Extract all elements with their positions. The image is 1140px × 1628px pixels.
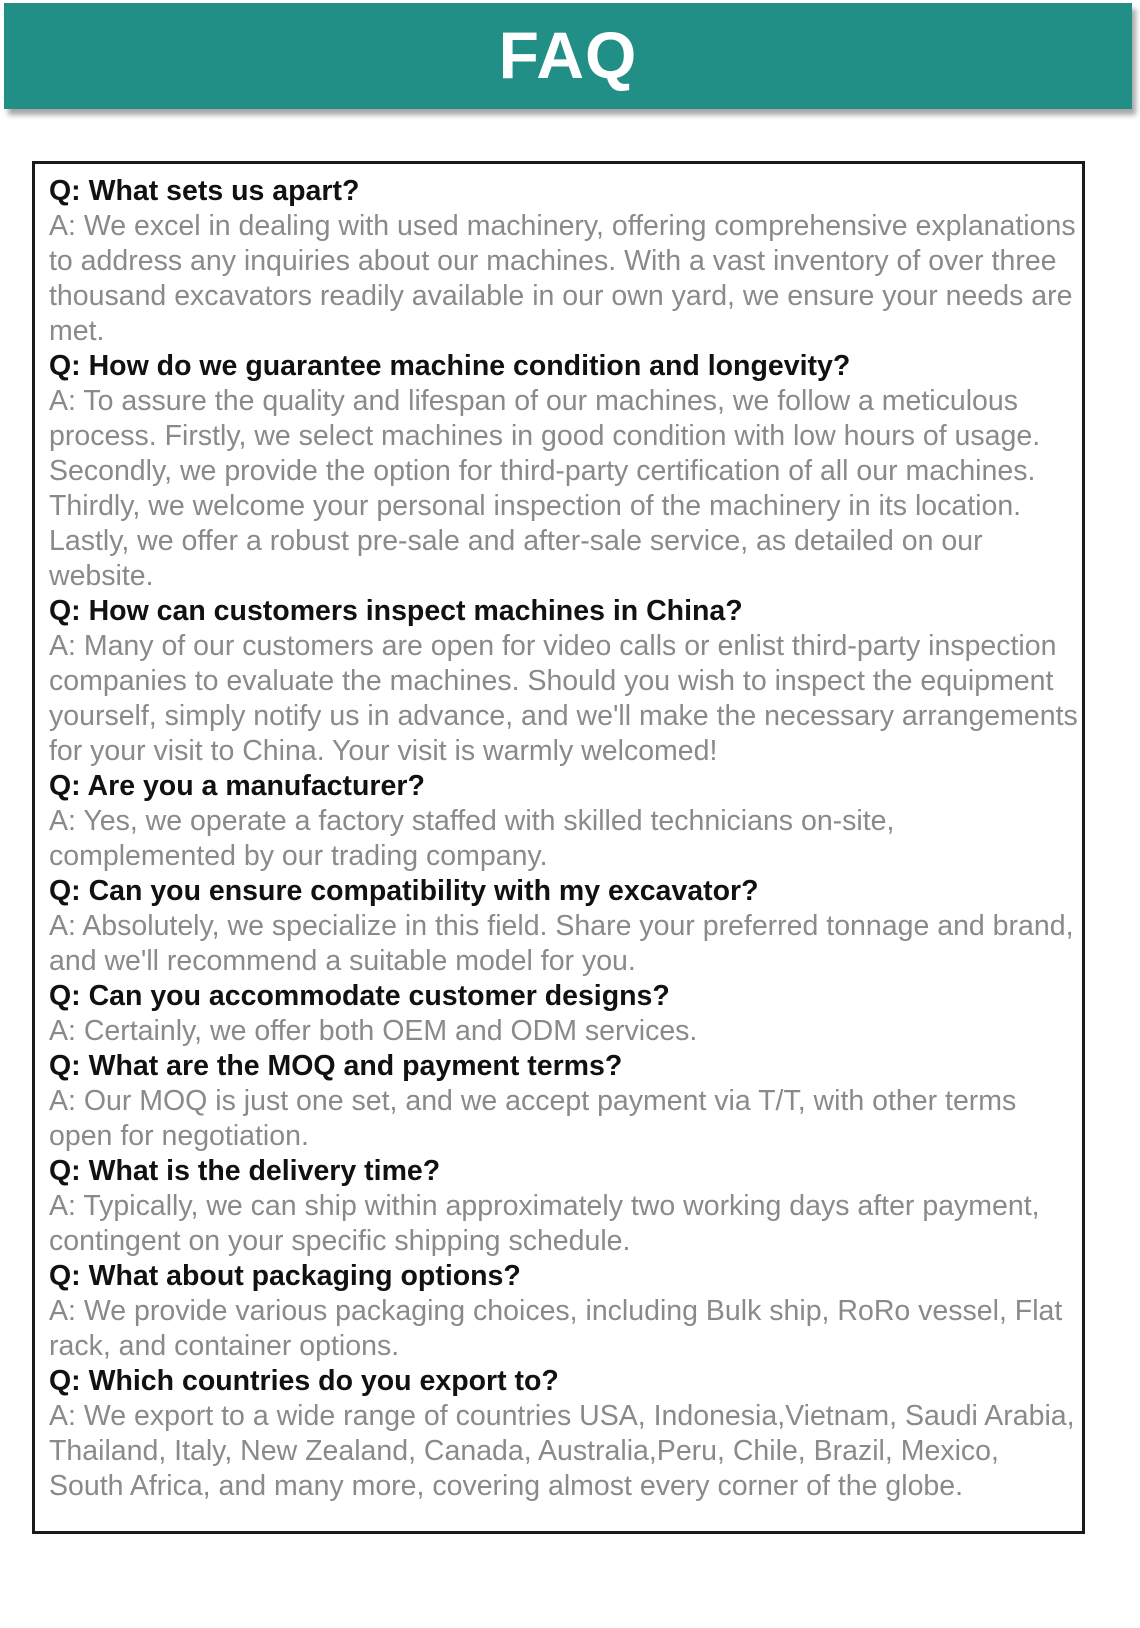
faq-answer: A: To assure the quality and lifespan of our machines, we follow a meticulous process. Firstly, we select machines in good condition with low hours of usage. Secondly, we provide the option for third-party certification of all our machines. Thirdly, we welcome your personal inspection of the machinery in its location. Lastly, we offer a robust pre-sale and after-sale service, as detailed on our website.	[49, 385, 1041, 592]
faq-question: Q: Can you accommodate customer designs?	[49, 980, 670, 1012]
faq-answer: A: We export to a wide range of countries USA, Indonesia,Vietnam, Saudi Arabia, Thailand, Italy, New Zealand, Canada, Australia,Peru, Chile, Brazil, Mexico, South Africa, and many more, covering almost every corner of the globe.	[49, 1400, 1075, 1502]
faq-answer: A: Yes, we operate a factory staffed with skilled technicians on-site, complemented by our trading company.	[49, 805, 895, 872]
faq-question: Q: What about packaging options?	[49, 1260, 521, 1292]
page-title: FAQ	[498, 18, 638, 92]
faq-item	[49, 174, 1078, 349]
faq-header-banner	[4, 3, 1132, 109]
faq-answer: A: We excel in dealing with used machinery, offering comprehensive explanations to address any inquiries about our machines. With a vast inventory of over three thousand excavators readily available in our own yard, we ensure your needs are met.	[49, 210, 1076, 347]
faq-answer: A: Certainly, we offer both OEM and ODM services.	[49, 1015, 698, 1047]
faq-item	[49, 979, 1078, 1049]
faq-question: Q: What are the MOQ and payment terms?	[49, 1050, 623, 1082]
faq-question: Q: What sets us apart?	[49, 175, 360, 207]
faq-item	[49, 594, 1078, 769]
faq-item	[49, 1049, 1078, 1154]
faq-answer: A: Our MOQ is just one set, and we accept payment via T/T, with other terms open for negotiation.	[49, 1085, 1017, 1152]
faq-answer: A: Absolutely, we specialize in this field. Share your preferred tonnage and brand, and we'll recommend a suitable model for you.	[49, 910, 1074, 977]
faq-question: Q: Can you ensure compatibility with my excavator?	[49, 875, 759, 907]
faq-list	[32, 161, 1085, 1534]
faq-question: Q: Which countries do you export to?	[49, 1365, 559, 1397]
faq-item	[49, 1154, 1078, 1259]
faq-item	[49, 1364, 1078, 1504]
faq-item	[49, 769, 1078, 874]
faq-answer: A: Many of our customers are open for video calls or enlist third-party inspection companies to evaluate the machines. Should you wish to inspect the equipment yourself, simply notify us in advance, and we'll make the necessary arrangements for your visit to China. Your visit is warmly welcomed!	[49, 630, 1078, 767]
faq-question: Q: What is the delivery time?	[49, 1155, 441, 1187]
faq-answer: A: We provide various packaging choices, including Bulk ship, RoRo vessel, Flat rack, and container options.	[49, 1295, 1063, 1362]
faq-answer: A: Typically, we can ship within approximately two working days after payment, contingent on your specific shipping schedule.	[49, 1190, 1040, 1257]
faq-question: Q: How can customers inspect machines in China?	[49, 595, 743, 627]
faq-question: Q: Are you a manufacturer?	[49, 770, 425, 802]
faq-item	[49, 1259, 1078, 1364]
faq-item	[49, 349, 1078, 594]
faq-question: Q: How do we guarantee machine condition and longevity?	[49, 350, 851, 382]
faq-item	[49, 874, 1078, 979]
